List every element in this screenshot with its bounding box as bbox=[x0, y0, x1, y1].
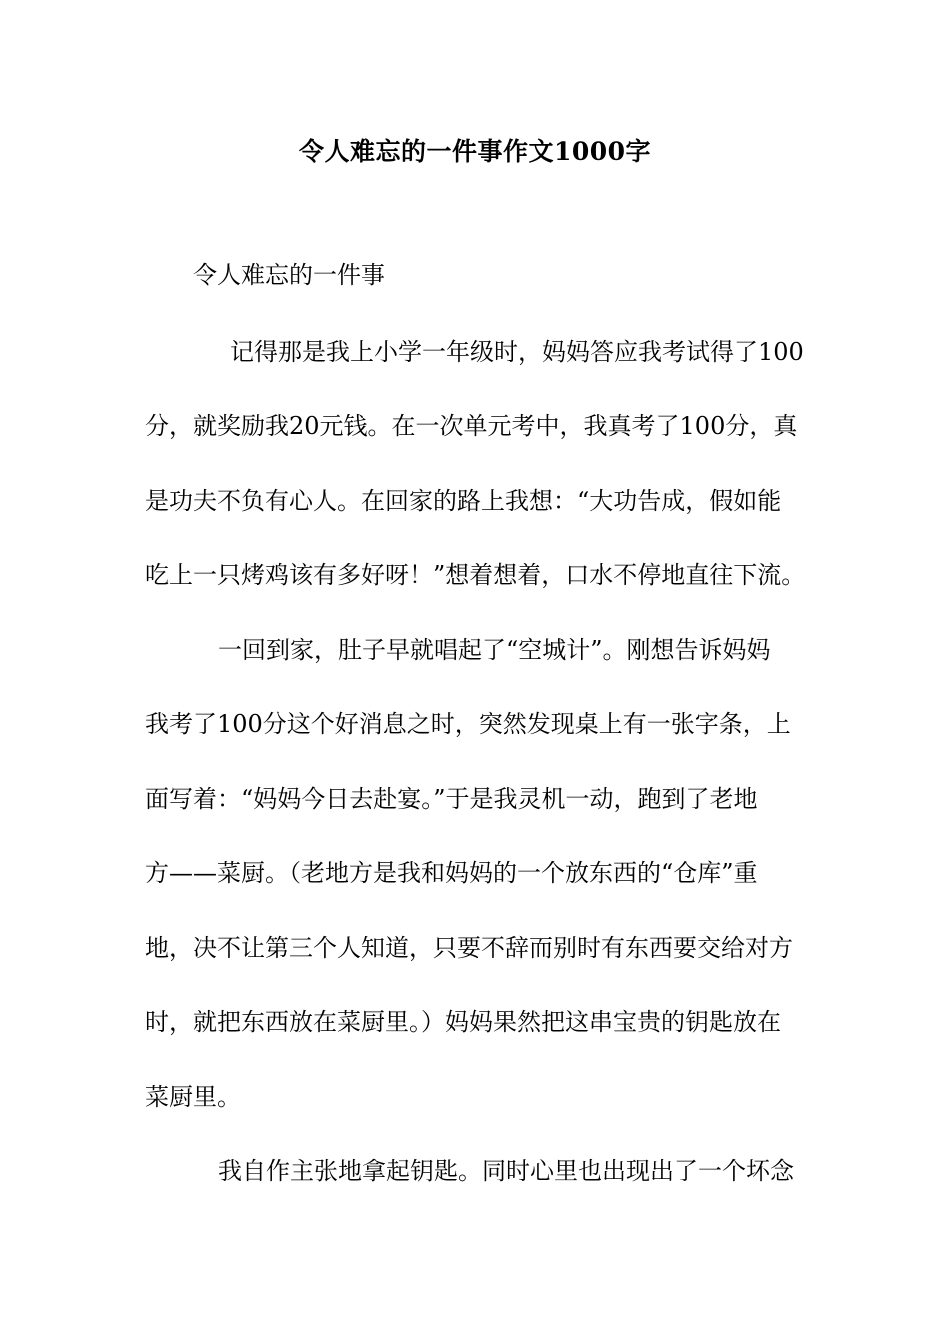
text-line: 方——菜厨。（老地方是我和妈妈的一个放东西的“仓库”重 bbox=[145, 859, 758, 887]
text-line: 分，就奖励我20元钱。在一次单元考中，我真考了100分，真 bbox=[145, 412, 798, 440]
text-line: 面写着：“妈妈今日去赴宴。”于是我灵机一动，跑到了老地 bbox=[145, 785, 758, 813]
text-line: 菜厨里。 bbox=[145, 1083, 241, 1111]
text-line: 是功夫不负有心人。在回家的路上我想：“大功告成，假如能 bbox=[145, 487, 782, 515]
text-line: 一回到家，肚子早就唱起了“空城计”。刚想告诉妈妈 bbox=[218, 636, 771, 664]
text-line: 我自作主张地拿起钥匙。同时心里也出现出了一个坏念 bbox=[218, 1157, 794, 1185]
text-line: 地，决不让第三个人知道，只要不辞而别时有东西要交给对方 bbox=[145, 934, 793, 962]
text-line: 我考了100分这个好消息之时，突然发现桌上有一张字条，上 bbox=[145, 710, 791, 738]
text-line: 吃上一只烤鸡该有多好呀！”想着想着，口水不停地直往下流。 bbox=[145, 561, 806, 589]
text-line: 记得那是我上小学一年级时，妈妈答应我考试得了100 bbox=[230, 338, 804, 366]
text-line: 时，就把东西放在菜厨里。）妈妈果然把这串宝贵的钥匙放在 bbox=[145, 1008, 781, 1036]
document-title: 令人难忘的一件事作文1000字 bbox=[298, 137, 652, 166]
essay-subtitle: 令人难忘的一件事 bbox=[193, 261, 385, 289]
